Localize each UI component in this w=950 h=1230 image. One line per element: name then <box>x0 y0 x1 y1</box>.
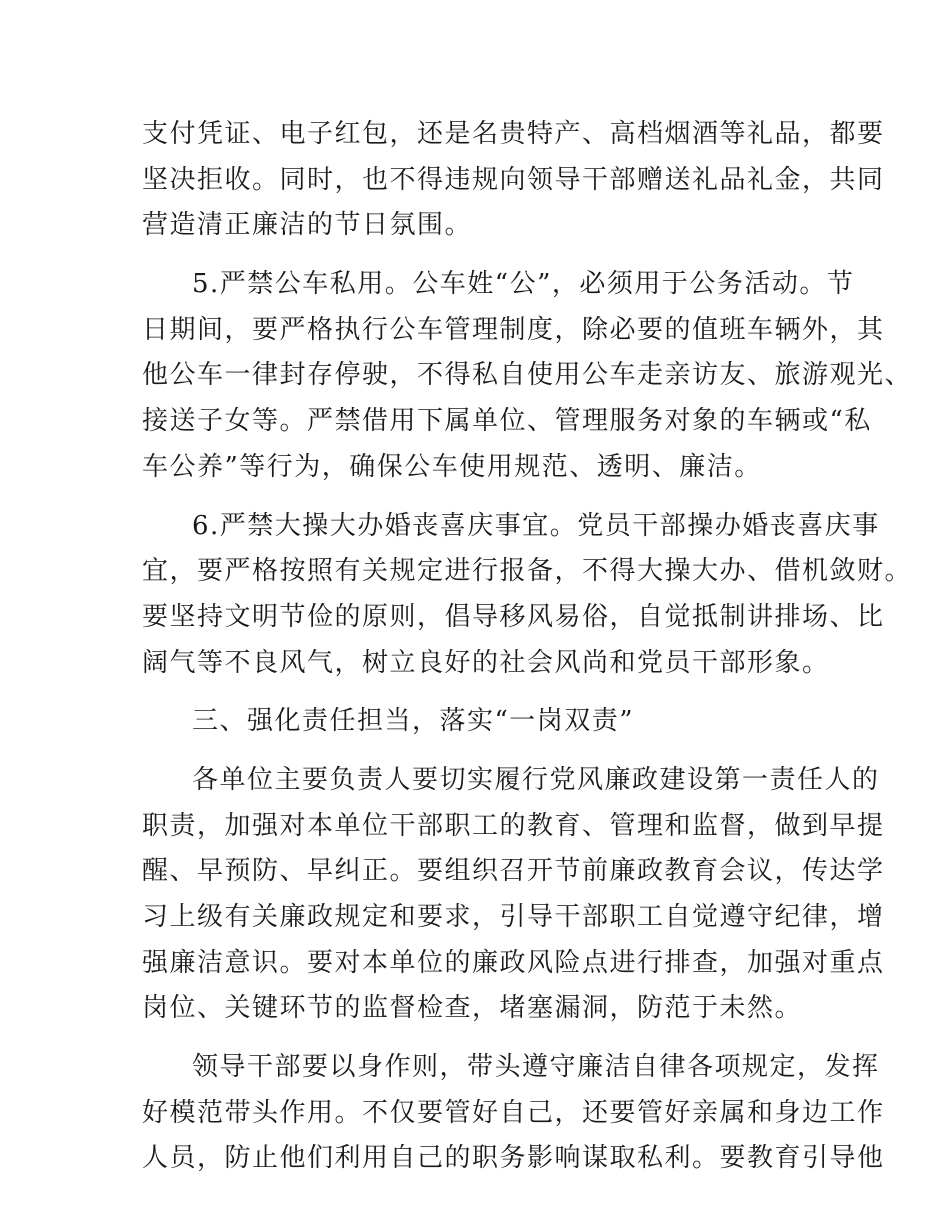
paragraph-spacer <box>142 249 827 262</box>
paragraph-item-5-official-cars <box>142 262 913 490</box>
paragraph-spacer <box>142 686 827 699</box>
text-line: 车公养”等行为，确保公车使用规范、透明、廉洁。 <box>142 451 762 482</box>
section-heading-3 <box>142 699 827 745</box>
text-line: 各单位主要负责人要切实履行党风廉政建设第一责任人的 <box>192 764 880 795</box>
text-line: 人员，防止他们利用自己的职务影响谋取私利。要教育引导他 <box>142 1143 885 1174</box>
paragraph-unit-responsibility <box>142 758 885 1032</box>
text-line: 他公车一律封存停驶，不得私自使用公车走亲访友、旅游观光、 <box>142 360 913 391</box>
text-line: 日期间，要严格执行公车管理制度，除必要的值班车辆外，其 <box>142 314 885 345</box>
text-line: 营造清正廉洁的节日氛围。 <box>142 210 473 241</box>
paragraph-item-6-ceremonies <box>142 504 913 687</box>
text-line: 醒、早预防、早纠正。要组织召开节前廉政教育会议，传达学 <box>142 856 885 887</box>
text-line: 支付凭证、电子红包，还是名贵特产、高档烟酒等礼品，都要 <box>142 119 885 149</box>
text-line: 领导干部要以身作则，带头遵守廉洁自律各项规定，发挥 <box>192 1052 880 1083</box>
text-line: 职责，加强对本单位干部职工的教育、管理和监督，做到早提 <box>142 810 885 841</box>
text-line: 要坚持文明节俭的原则，倡导移风易俗，自觉抵制讲排场、比 <box>142 601 885 632</box>
paragraph-spacer <box>142 491 827 504</box>
paragraph-gift-refusal-continued <box>142 112 885 249</box>
paragraph-leaders-example <box>142 1045 885 1182</box>
text-line: 6.严禁大操大办婚丧喜庆事宜。党员干部操办婚丧喜庆事 <box>192 510 880 541</box>
section-heading-text: 三、强化责任担当，落实“一岗双责” <box>192 706 635 737</box>
text-line: 5.严禁公车私用。公车姓“公”，必须用于公务活动。节 <box>192 269 855 300</box>
text-line: 习上级有关廉政规定和要求，引导干部职工自觉遵守纪律，增 <box>142 902 885 932</box>
paragraph-spacer <box>142 1032 827 1045</box>
text-line: 好模范带头作用。不仅要管好自己，还要管好亲属和身边工作 <box>142 1097 885 1128</box>
text-line: 强廉洁意识。要对本单位的廉政风险点进行排查，加强对重点 <box>142 947 885 978</box>
paragraph-spacer <box>142 745 827 758</box>
text-line: 接送子女等。严禁借用下属单位、管理服务对象的车辆或“私 <box>142 406 872 437</box>
text-line: 宜，要严格按照有关规定进行报备，不得大操大办、借机敛财。 <box>142 556 913 587</box>
text-line: 阔气等不良风气，树立良好的社会风尚和党员干部形象。 <box>142 647 830 678</box>
text-line: 岗位、关键环节的监督检查，堵塞漏洞，防范于未然。 <box>142 993 803 1024</box>
document-body <box>142 112 913 1182</box>
text-line: 坚决拒收。同时，也不得违规向领导干部赠送礼品礼金，共同 <box>142 164 885 195</box>
